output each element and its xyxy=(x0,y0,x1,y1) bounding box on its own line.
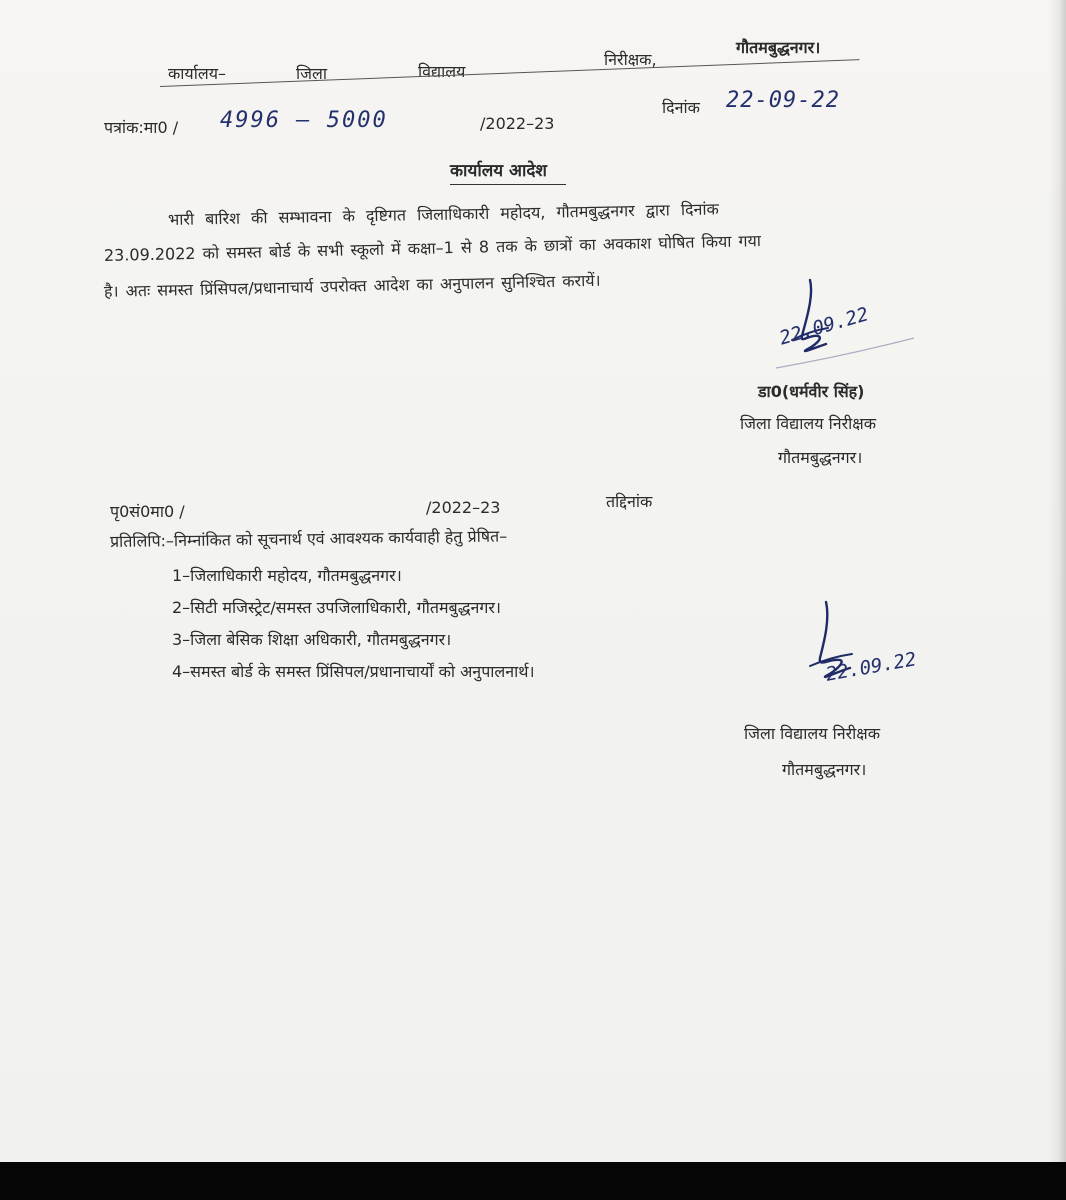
order-line-3: है। अतः समस्त प्रिंसिपल/प्रधानाचार्य उपरोक्त आदेश का अनुपालन सुनिश्चित करायें। xyxy=(103,270,601,301)
order-title: कार्यालय आदेश xyxy=(450,161,547,181)
copy-item-2: 2–सिटी मजिस्ट्रेट/समस्त उपजिलाधिकारी, गौतमबुद्धनगर। xyxy=(172,598,501,617)
copy-session: /2022–23 xyxy=(426,498,501,517)
copy-date-label: तद्दिनांक xyxy=(606,492,653,511)
signature-1-city: गौतमबुद्धनगर। xyxy=(778,448,863,467)
patrank-session: /2022–23 xyxy=(480,114,555,133)
patrank-label: पत्रांक:मा0 / xyxy=(104,118,179,137)
order-line-2: 23.09.2022 को समस्त बोर्ड के सभी स्कूलो में कक्षा–1 से 8 तक के छात्रों का अवकाश घोषित किया गया xyxy=(103,231,762,265)
bottom-black-bar xyxy=(0,1162,1066,1200)
order-line-1: भारी बारिश की सम्भावना के दृष्टिगत जिलाधिकारी महोदय, गौतमबुद्धनगर द्वारा दिनांक xyxy=(167,199,719,229)
header-word-inspector: निरीक्षक, xyxy=(604,50,657,69)
copy-ref-label: पृ0सं0मा0 / xyxy=(110,502,185,521)
header-word-district: जिला xyxy=(296,64,328,83)
signature-1-name: डा0(धर्मवीर सिंह) xyxy=(758,382,865,401)
header-city: गौतमबुद्धनगर। xyxy=(736,38,821,57)
header-word-school: विद्यालय xyxy=(418,62,466,81)
signature-2-designation: जिला विद्यालय निरीक्षक xyxy=(744,724,881,743)
patrank-handwritten: 4996 – 5000 xyxy=(220,108,388,133)
signature-1-designation: जिला विद्यालय निरीक्षक xyxy=(740,414,877,433)
copy-item-1: 1–जिलाधिकारी महोदय, गौतमबुद्धनगर। xyxy=(172,566,402,585)
signature-1-date: 22.09.22 xyxy=(776,303,872,350)
signature-2-date: 22.09.22 xyxy=(824,648,919,686)
copy-item-4: 4–समस्त बोर्ड के समस्त प्रिंसिपल/प्रधानाचार्यों को अनुपालनार्थ। xyxy=(172,662,535,681)
order-title-underline xyxy=(450,184,566,185)
office-label: कार्यालय– xyxy=(168,64,226,83)
date-handwritten: 22-09-22 xyxy=(726,88,840,113)
header-underline xyxy=(160,59,860,87)
copy-item-3: 3–जिला बेसिक शिक्षा अधिकारी, गौतमबुद्धनगर। xyxy=(172,630,452,649)
date-label: दिनांक xyxy=(662,98,700,117)
copy-intro: प्रतिलिपि:–निम्नांकित को सूचनार्थ एवं आवश्यक कार्यवाही हेतु प्रेषित– xyxy=(109,526,508,551)
signature-2-city: गौतमबुद्धनगर। xyxy=(782,760,867,779)
page-edge-shadow xyxy=(1048,0,1066,1162)
signature-2-mark xyxy=(800,598,950,698)
